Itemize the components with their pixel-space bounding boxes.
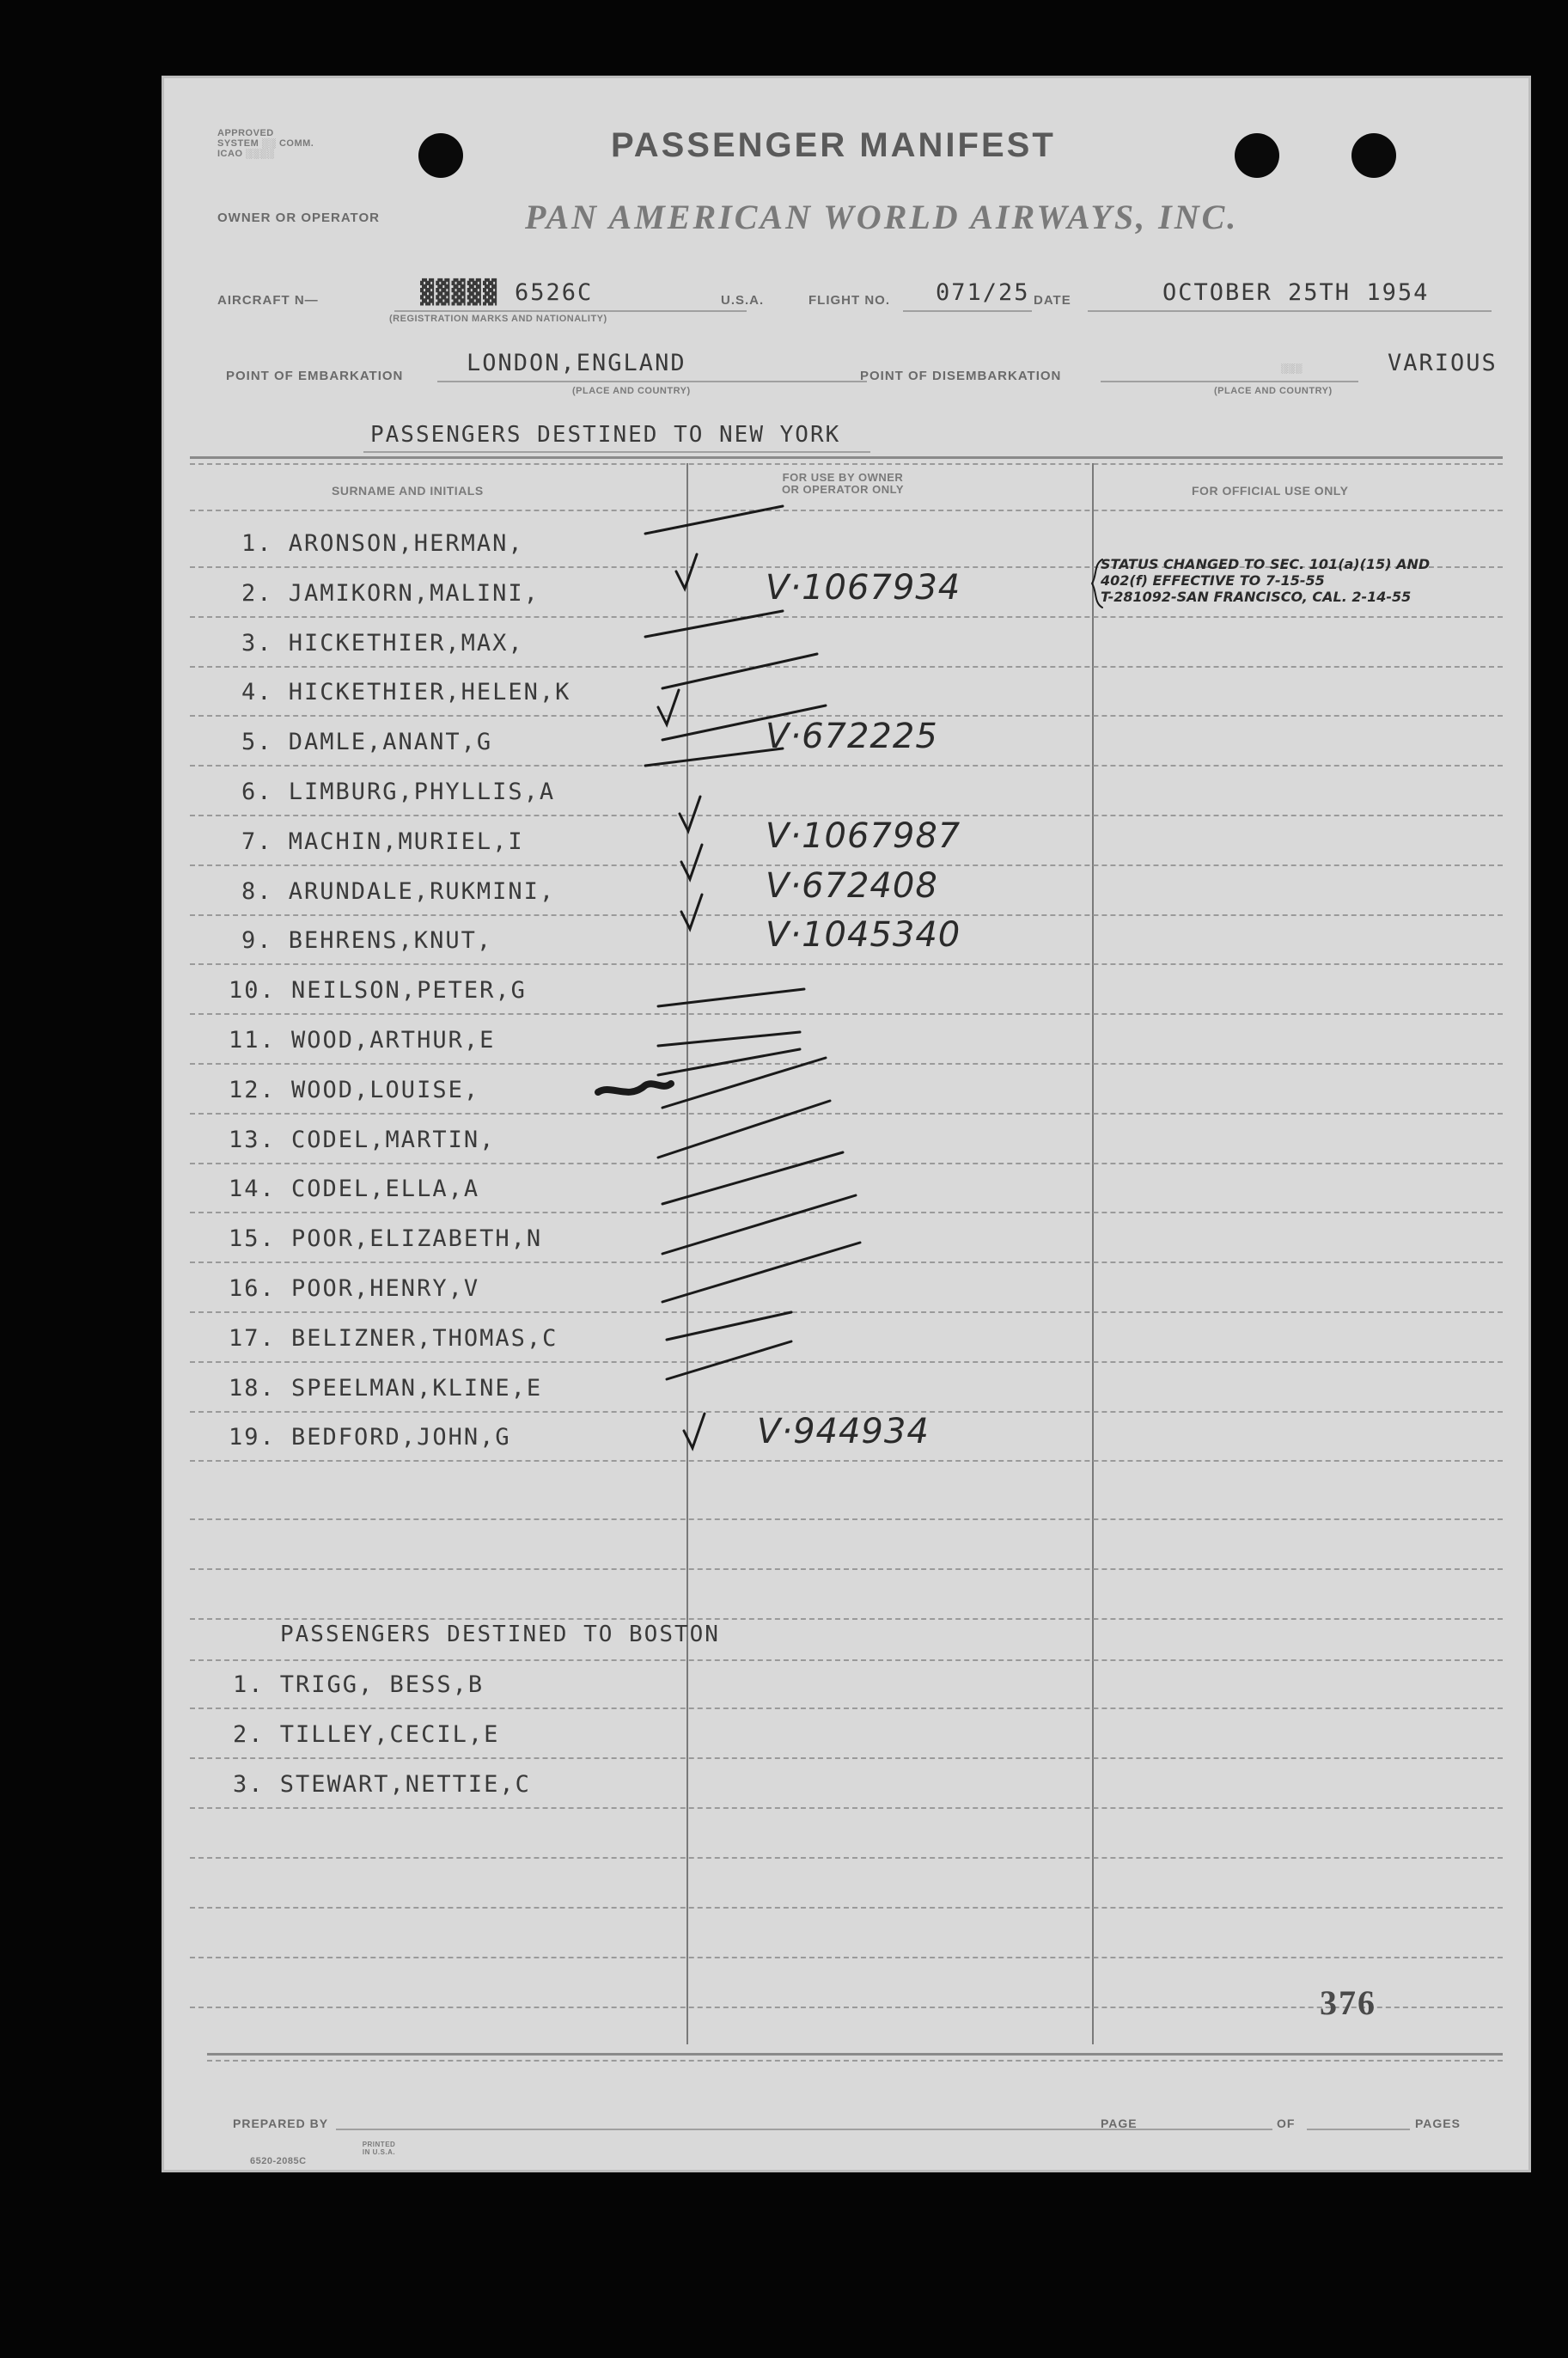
- handwritten-id-19: V·944934: [757, 1412, 930, 1452]
- hand-stroke: [598, 1084, 671, 1092]
- embarkation-label: POINT OF EMBARKATION: [226, 369, 404, 383]
- column-header-owner-line1: FOR USE BY OWNER: [782, 471, 904, 484]
- handwritten-id-9: V·1045340: [766, 915, 961, 956]
- passenger-row-18: 18. SPEELMAN,KLINE,E: [229, 1374, 543, 1402]
- official-note-line: 402(f) EFFECTIVE TO 7-15-55: [1101, 572, 1325, 589]
- approval-block: APPROVED SYSTEM ░░ COMM. ICAO ░░░░: [217, 128, 314, 159]
- disembarkation-value: VARIOUS: [1388, 350, 1498, 376]
- approval-line: ICAO: [217, 149, 243, 159]
- hand-stroke: [680, 797, 700, 831]
- hand-stroke: [662, 1195, 856, 1254]
- owner-label: OWNER OR OPERATOR: [217, 211, 380, 225]
- embarkation-caption: (PLACE AND COUNTRY): [572, 386, 691, 396]
- usa-label: U.S.A.: [721, 293, 765, 308]
- column-header-surname: SURNAME AND INITIALS: [332, 484, 484, 498]
- passenger-row-5: 5. DAMLE,ANANT,G: [241, 729, 493, 756]
- hand-stroke: [676, 554, 697, 589]
- hand-stroke: [645, 611, 783, 637]
- passenger-row-14: 14. CODEL,ELLA,A: [229, 1176, 480, 1203]
- passenger-row-3: 3. HICKETHIER,MAX,: [241, 629, 524, 657]
- approval-line: APPROVED: [217, 128, 274, 138]
- disembarkation-struck: ░░░: [1281, 363, 1303, 374]
- hand-stroke: [684, 1414, 705, 1448]
- section-heading-new-york: PASSENGERS DESTINED TO NEW YORK: [370, 422, 841, 448]
- boston-passenger-row-2: 2. TILLEY,CECIL,E: [233, 1720, 500, 1748]
- passenger-row-6: 6. LIMBURG,PHYLLIS,A: [241, 779, 556, 805]
- passenger-row-11: 11. WOOD,ARTHUR,E: [229, 1027, 496, 1054]
- hand-stroke: [645, 748, 783, 766]
- company-name: PAN AMERICAN WORLD AIRWAYS, INC.: [525, 198, 1239, 236]
- passenger-row-7: 7. MACHIN,MURIEL,I: [241, 828, 524, 855]
- manifest-sheet: [162, 76, 1531, 2172]
- hand-stroke: [658, 1032, 800, 1046]
- flight-value: 071/25: [936, 279, 1030, 306]
- handwritten-id-5: V·672225: [766, 717, 938, 757]
- hand-stroke: [681, 895, 702, 929]
- section-heading-boston: PASSENGERS DESTINED TO BOSTON: [280, 1622, 720, 1647]
- date-label: DATE: [1034, 293, 1071, 308]
- hand-stroke: [1092, 559, 1102, 608]
- hand-stroke: [662, 1058, 826, 1108]
- hand-stroke: [662, 654, 817, 688]
- page-stamp: 376: [1320, 1983, 1376, 2022]
- official-note-line: T-281092-SAN FRANCISCO, CAL. 2-14-55: [1101, 589, 1412, 605]
- form-number: 6520-2085C: [250, 2156, 307, 2166]
- hand-stroke: [662, 1243, 860, 1302]
- hand-stroke: [667, 1312, 791, 1340]
- official-note-line: STATUS CHANGED TO SEC. 101(a)(15) AND: [1101, 556, 1431, 572]
- hand-stroke: [658, 690, 679, 724]
- hand-stroke: [681, 845, 702, 879]
- passenger-row-10: 10. NEILSON,PETER,G: [229, 977, 527, 1005]
- embarkation-value: LONDON,ENGLAND: [467, 350, 686, 376]
- page-title: PASSENGER MANIFEST: [611, 126, 1056, 164]
- aircraft-value: 6526C: [515, 279, 594, 306]
- handwritten-id-8: V·672408: [766, 865, 938, 906]
- of-label: OF: [1277, 2117, 1296, 2130]
- aircraft-struck-prefix: ▓▓▓▓▓: [420, 279, 499, 306]
- passenger-row-12: 12. WOOD,LOUISE,: [229, 1076, 480, 1103]
- date-value: OCTOBER 25TH 1954: [1162, 279, 1430, 306]
- hand-stroke: [658, 1101, 830, 1158]
- passenger-row-19: 19. BEDFORD,JOHN,G: [229, 1424, 511, 1451]
- page-label: PAGE: [1101, 2117, 1138, 2130]
- column-header-owner-line2: OR OPERATOR ONLY: [781, 483, 905, 496]
- hand-stroke: [662, 706, 826, 740]
- column-header-official: FOR OFFICIAL USE ONLY: [1192, 484, 1349, 498]
- prepared-by-label: PREPARED BY: [233, 2117, 329, 2130]
- passenger-row-13: 13. CODEL,MARTIN,: [229, 1126, 496, 1153]
- hand-stroke: [667, 1341, 791, 1379]
- passenger-row-2: 2. JAMIKORN,MALINI,: [241, 579, 540, 607]
- handwritten-id-2: V·1067934: [766, 567, 961, 608]
- registration-caption: (REGISTRATION MARKS AND NATIONALITY): [389, 314, 607, 324]
- aircraft-label: AIRCRAFT N—: [217, 293, 319, 308]
- passenger-row-9: 9. BEHRENS,KNUT,: [241, 927, 493, 955]
- approval-line: SYSTEM: [217, 138, 259, 149]
- boston-passenger-row-3: 3. STEWART,NETTIE,C: [233, 1770, 531, 1798]
- disembarkation-caption: (PLACE AND COUNTRY): [1214, 386, 1333, 396]
- passenger-row-16: 16. POOR,HENRY,V: [229, 1275, 480, 1302]
- hand-stroke: [658, 989, 804, 1006]
- flight-label: FLIGHT NO.: [808, 293, 890, 308]
- hand-stroke: [662, 1152, 843, 1204]
- passenger-row-1: 1. ARONSON,HERMAN,: [241, 530, 524, 557]
- hand-stroke: [645, 506, 783, 534]
- handwritten-marks: [164, 78, 1534, 2175]
- approval-line: COMM.: [278, 138, 314, 149]
- disembarkation-label: POINT OF DISEMBARKATION: [860, 369, 1062, 383]
- boston-passenger-row-1: 1. TRIGG, BESS,B: [233, 1671, 485, 1698]
- pages-label: PAGES: [1415, 2117, 1461, 2130]
- passenger-row-15: 15. POOR,ELIZABETH,N: [229, 1225, 543, 1253]
- passenger-row-8: 8. ARUNDALE,RUKMINI,: [241, 877, 556, 905]
- printed-in: PRINTED IN U.S.A.: [362, 2141, 396, 2156]
- passenger-row-17: 17. BELIZNER,THOMAS,C: [229, 1324, 558, 1352]
- passenger-row-4: 4. HICKETHIER,HELEN,K: [241, 679, 571, 706]
- handwritten-id-7: V·1067987: [766, 816, 961, 856]
